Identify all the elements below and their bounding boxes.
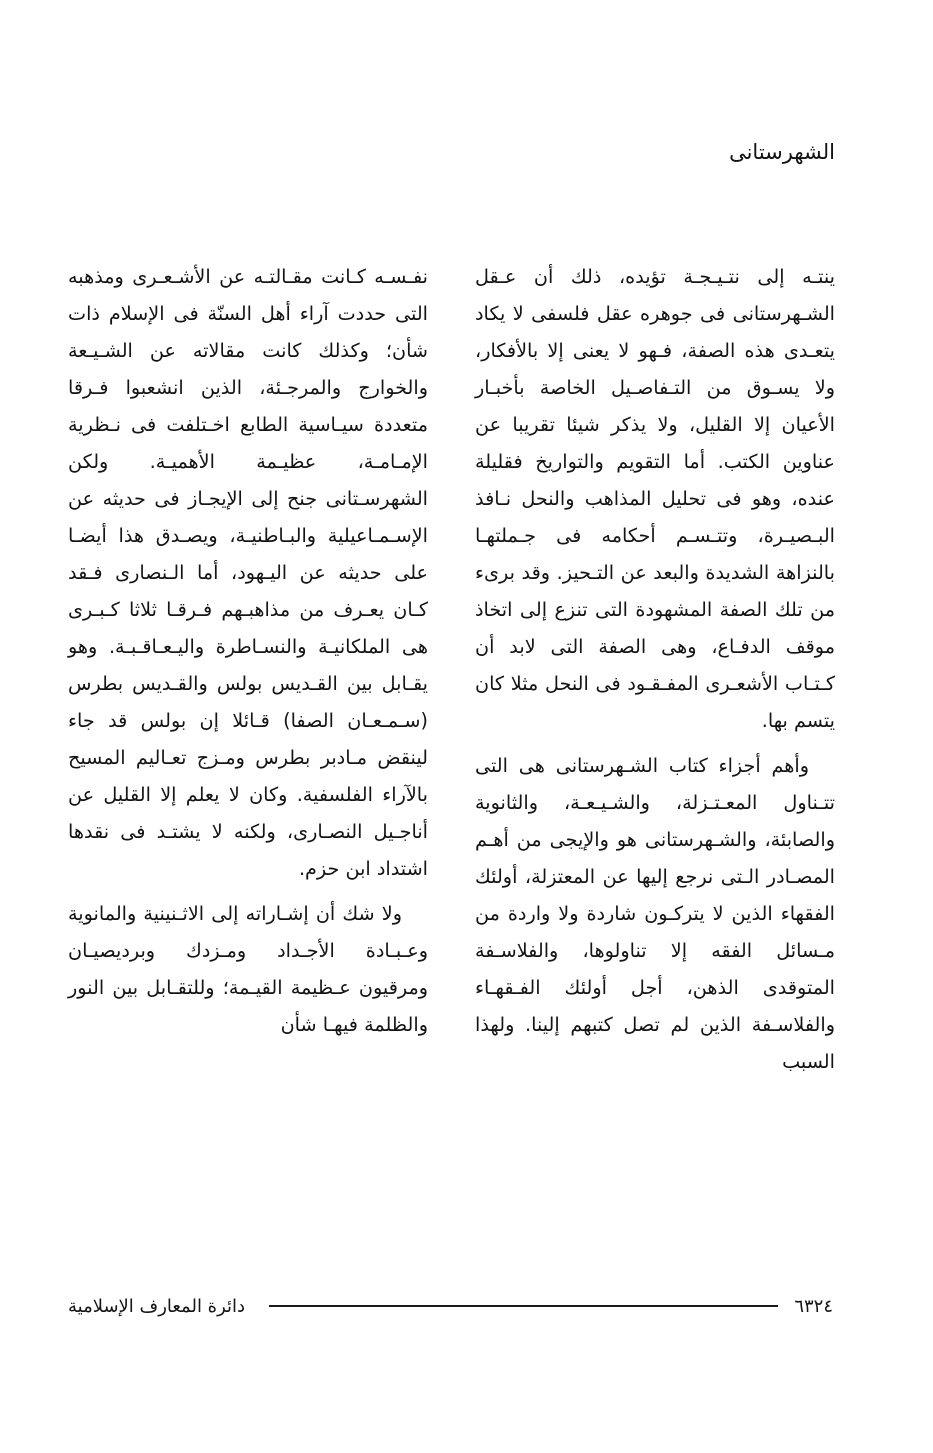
- running-header: الشهرستانى: [729, 140, 835, 164]
- paragraph: ينتـه إلى نتـيـجـة تؤيده، ذلك أن عـقل الشـهرستانى فى جوهره عقل فلسفى لا يكاد يتعـدى هذه الصفة، فـهو لا يعنى إلا بالأفكار، ولا يسـوق من التـفاصـيل الخاصة بأخبـار الأعيان إلا القليل، ولا يذكر شيئا تقريبا عن عناوين الكتب. أما التقويم والتواريخ فقليلة عنده، وهو فى تحليل المذاهب والنحل نـافذ البـصيـرة، وتتـسـم أحكامه فى جـملتهـا بالنزاهة الشديدة والبعد عن التـحيز. وقد برىء من تلك الصفة المشهودة التى تنزع إلى اتخاذ موقف الدفـاع، وهى الصفة التى لابد أن كـتـاب الأشعـرى المفـقـود فى النحل مثلا كان يتسم بها.: [475, 265, 835, 732]
- paragraph: نفـسـه كـانت مقـالتـه عن الأشـعـرى ومذهبه التى حددت آراء أهل السنّة فى الإسلام ذات شأن؛ وكذلك كانت مقالاته عن الشـيـعة والخوارج والمرجـئة، الذين انشعبوا فـرقا متعددة سيـاسية الطابع اخـتلفت فى نـظرية الإمـامـة، عظيـمة الأهميـة. ولكن الشهرسـتانى جنح إلى الإيجـاز فى حديثه عن الإسـمـاعيلية والبـاطنيـة، ويصـدق هذا أيضـا على حديثه عن اليـهود، أما الـنصارى فـقد كـان يعـرف من مذاهبـهم فـرقـا ثلاثا كـبـرى هى الملكانيـة والنسـاطرة واليـعـاقـبـة. وهو يقـابل بين القـديس بولس والقـديس بطرس (سـمـعـان الصفا) قـائلا إن بولس قد جاء لينقض مـادبر بطرس ومـزج تعـاليم المسيح بالآراء الفلسفية. وكان لا يعلم إلا القليل عن أناجـيل النصـارى، ولكنه لا يشتـد فى نقدها اشتداد ابن حزم.: [68, 265, 428, 880]
- publication-title: دائرة المعارف الإسلامية: [68, 1295, 246, 1317]
- page-footer: [68, 1286, 833, 1326]
- footer-divider: [269, 1305, 778, 1307]
- paragraph: ولا شك أن إشـاراته إلى الاثـنينية والمانوية وعـبـادة الأجـداد ومـزدك وبرديصيـان ومرقيون عـظيمة القيـمة؛ وللتقـابل بين النور والظلمة فيهـا شأن: [68, 902, 428, 1036]
- text-column-right: [475, 258, 835, 1080]
- text-column-left: [68, 258, 428, 1043]
- paragraph: وأهم أجزاء كتاب الشـهرستانى هى التى تتـناول المعـتـزلة، والشـيـعـة، والثانوية والصابئة، والشـهرستانى هو والإيجى من أهـم المصـادر الـتى نرجع إليها عن المعتزلة، أولئك الفقهاء الذين لا يتركـون شاردة ولا واردة من مـسائل الفقه إلا تناولوها، والفلاسـفة المتوقدى الذهن، أجل أولئك الفـقهـاء والفلاسـفة الذين لم تصل كتبهم إلينا. ولهذا السبب: [475, 754, 835, 1073]
- page-number: ٦٣٢٤: [794, 1295, 833, 1317]
